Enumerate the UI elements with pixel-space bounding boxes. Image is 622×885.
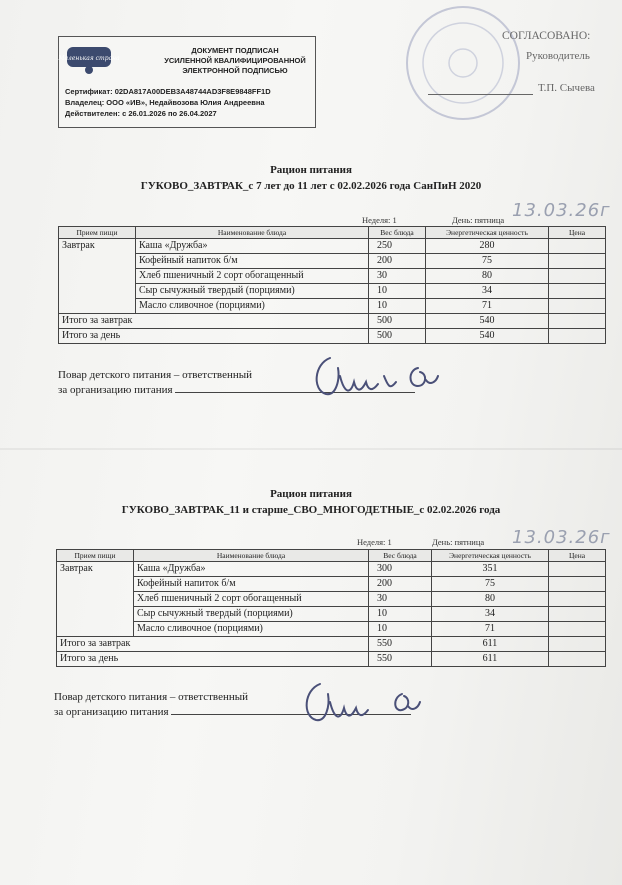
dish-price	[549, 254, 606, 269]
table-row	[59, 269, 606, 284]
dish-weight: 250	[369, 239, 426, 254]
dish-name: Масло сливочное (порциями)	[134, 622, 369, 637]
approval-signature-line	[428, 94, 533, 95]
table-row	[57, 622, 606, 637]
total-energy: 540	[426, 314, 549, 329]
dish-energy: 80	[426, 269, 549, 284]
approval-position: Руководитель	[526, 50, 590, 62]
col-price: Цена	[549, 550, 606, 562]
total-energy: 540	[426, 329, 549, 344]
dish-name: Хлеб пшеничный 2 сорт обогащенный	[136, 269, 369, 284]
menu1-week: Неделя: 1	[362, 215, 397, 225]
total-row	[57, 652, 606, 667]
cook-signature	[290, 672, 440, 732]
dish-energy: 34	[432, 607, 549, 622]
cert-owner: Владелец: ООО «ИВ», Недайвозова Юлия Андреевна	[65, 98, 265, 107]
menu2-subtitle: ГУКОВО_ЗАВТРАК_11 и старше_СВО_МНОГОДЕТНЫЕ_с 02.02.2026 года	[121, 504, 501, 516]
cook-line1: Повар детского питания – ответственный	[58, 369, 252, 381]
total-row	[57, 637, 606, 652]
dish-weight: 200	[369, 254, 426, 269]
table-header-row	[59, 227, 606, 239]
total-weight: 500	[369, 329, 426, 344]
menu1-title: Рацион питания	[270, 164, 352, 176]
cert-heading-line: ЭЛЕКТРОННОЙ ПОДПИСЬЮ	[182, 66, 288, 75]
cook-signature	[300, 346, 450, 406]
table-row	[59, 254, 606, 269]
table-row	[57, 577, 606, 592]
total-label: Итого за завтрак	[59, 314, 369, 329]
col-meal: Прием пищи	[57, 550, 134, 562]
cook-line2: за организацию питания	[54, 706, 169, 718]
dish-energy: 75	[426, 254, 549, 269]
menu2-table	[56, 549, 606, 667]
dish-name: Сыр сычужный твердый (порциями)	[136, 284, 369, 299]
dish-energy: 71	[432, 622, 549, 637]
total-row	[59, 314, 606, 329]
cert-serial: Сертификат: 02DA817A00DEB3A48744AD3F8E9848FF1D	[65, 87, 271, 96]
meal-name: Завтрак	[59, 239, 136, 314]
dish-name: Кофейный напиток б/м	[134, 577, 369, 592]
dish-energy: 80	[432, 592, 549, 607]
dish-price	[549, 577, 606, 592]
dish-name: Масло сливочное (порциями)	[136, 299, 369, 314]
menu1-day: День: пятница	[452, 215, 505, 225]
dish-name: Хлеб пшеничный 2 сорт обогащенный	[134, 592, 369, 607]
dish-energy: 34	[426, 284, 549, 299]
cert-heading-line: УСИЛЕННОЙ КВАЛИФИЦИРОВАННОЙ	[164, 56, 306, 65]
total-label: Итого за завтрак	[57, 637, 369, 652]
total-energy: 611	[432, 637, 549, 652]
total-weight: 500	[369, 314, 426, 329]
approval-name: Т.П. Сычева	[538, 82, 595, 94]
total-price	[549, 652, 606, 667]
col-weight: Вес блюда	[369, 550, 432, 562]
cert-validity: Действителен: с 26.01.2026 по 26.04.2027	[65, 109, 217, 118]
table-row	[59, 299, 606, 314]
table-row	[57, 607, 606, 622]
total-weight: 550	[369, 652, 432, 667]
dish-price	[549, 607, 606, 622]
logo-text: Маленькая страна	[58, 55, 120, 62]
dish-name: Каша «Дружба»	[136, 239, 369, 254]
e-signature-certificate	[58, 36, 316, 128]
col-energy: Энергетическая ценность	[432, 550, 549, 562]
dish-weight: 30	[369, 592, 432, 607]
dish-energy: 75	[432, 577, 549, 592]
dish-weight: 10	[369, 299, 426, 314]
dish-weight: 10	[369, 284, 426, 299]
dish-price	[549, 269, 606, 284]
cook-line1: Повар детского питания – ответственный	[54, 691, 248, 703]
menu2-day: День: пятница	[432, 537, 485, 547]
round-stamp	[404, 4, 522, 122]
total-price	[549, 329, 606, 344]
dish-weight: 300	[369, 562, 432, 577]
col-dish: Наименование блюда	[134, 550, 369, 562]
dish-price	[549, 239, 606, 254]
total-energy: 611	[432, 652, 549, 667]
dish-price	[549, 299, 606, 314]
table-row	[57, 592, 606, 607]
paper-fold	[0, 448, 622, 450]
menu1-subtitle: ГУКОВО_ЗАВТРАК_с 7 лет до 11 лет с 02.02.2026 года СанПиН 2020	[140, 180, 482, 192]
col-price: Цена	[549, 227, 606, 239]
dish-name: Каша «Дружба»	[134, 562, 369, 577]
col-meal: Прием пищи	[59, 227, 136, 239]
total-row	[59, 329, 606, 344]
certificate-heading	[155, 46, 315, 76]
menu2-handwritten-date: 13.03.26г	[512, 527, 611, 548]
col-dish: Наименование блюда	[136, 227, 369, 239]
total-price	[549, 314, 606, 329]
dish-weight: 10	[369, 607, 432, 622]
dish-energy: 71	[426, 299, 549, 314]
menu1-table	[58, 226, 606, 344]
table-row	[59, 284, 606, 299]
total-price	[549, 637, 606, 652]
cook-line2: за организацию питания	[58, 384, 173, 396]
col-energy: Энергетическая ценность	[426, 227, 549, 239]
cert-heading-line: ДОКУМЕНТ ПОДПИСАН	[191, 46, 279, 55]
approval-agreed: СОГЛАСОВАНО:	[502, 30, 591, 42]
table-row	[59, 239, 606, 254]
dish-price	[549, 562, 606, 577]
kindergarten-logo	[58, 45, 120, 75]
dish-name: Сыр сычужный твердый (порциями)	[134, 607, 369, 622]
menu2-title: Рацион питания	[270, 488, 352, 500]
col-weight: Вес блюда	[369, 227, 426, 239]
table-row	[57, 562, 606, 577]
dish-name: Кофейный напиток б/м	[136, 254, 369, 269]
dish-weight: 10	[369, 622, 432, 637]
dish-price	[549, 592, 606, 607]
dish-weight: 30	[369, 269, 426, 284]
certificate-details	[65, 86, 271, 119]
meal-name: Завтрак	[57, 562, 134, 637]
dish-energy: 280	[426, 239, 549, 254]
total-label: Итого за день	[57, 652, 369, 667]
dish-energy: 351	[432, 562, 549, 577]
total-weight: 550	[369, 637, 432, 652]
menu1-handwritten-date: 13.03.26г	[512, 200, 611, 221]
table-header-row	[57, 550, 606, 562]
dish-price	[549, 622, 606, 637]
total-label: Итого за день	[59, 329, 369, 344]
menu2-week: Неделя: 1	[357, 537, 392, 547]
dish-weight: 200	[369, 577, 432, 592]
dish-price	[549, 284, 606, 299]
